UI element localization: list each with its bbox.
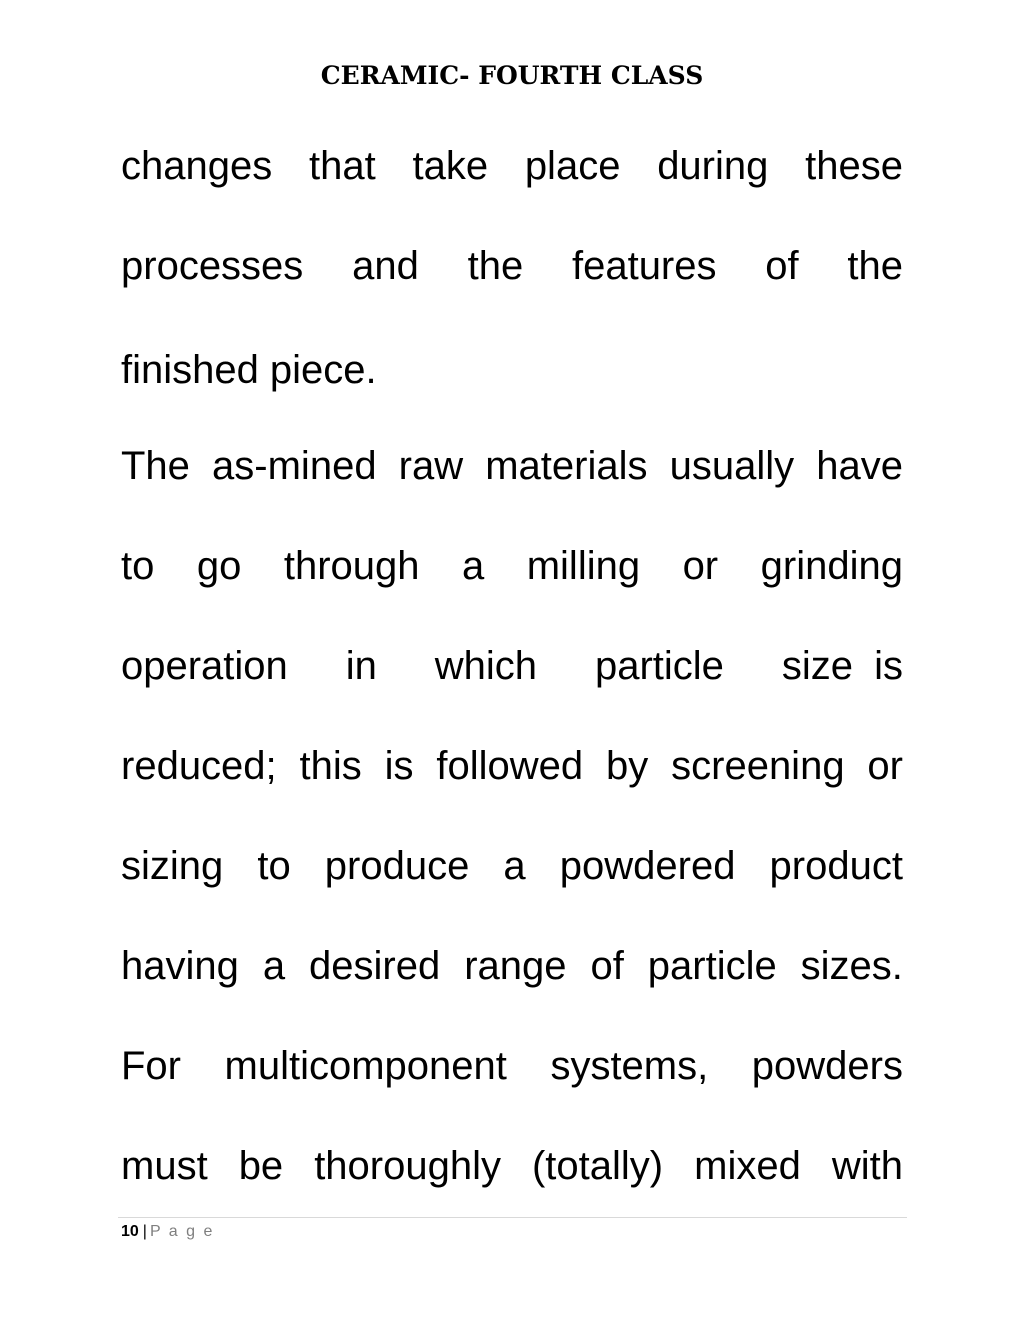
word: thoroughly	[314, 1144, 501, 1188]
word: finished	[121, 348, 259, 392]
word-pair	[782, 616, 903, 716]
text-line	[121, 816, 903, 916]
word: materials	[485, 444, 648, 488]
word: particle	[647, 944, 777, 988]
page-header	[0, 58, 1024, 94]
word: usually	[669, 444, 795, 488]
word: sizing	[121, 844, 224, 888]
text-line	[121, 416, 903, 516]
word: systems,	[550, 1044, 709, 1088]
word: multicomponent	[224, 1044, 507, 1088]
word: which	[434, 644, 538, 688]
word: this	[299, 744, 362, 788]
word: in	[345, 644, 377, 688]
word: place	[524, 144, 621, 188]
word: reduced;	[121, 744, 277, 788]
word: a	[262, 944, 286, 988]
text-line	[121, 716, 903, 816]
word: followed	[436, 744, 584, 788]
word: of	[765, 244, 799, 288]
word: (totally)	[531, 1144, 664, 1188]
word: The	[121, 444, 190, 488]
word: be	[238, 1144, 284, 1188]
word: take	[412, 144, 489, 188]
word: to	[121, 544, 155, 588]
word: or	[682, 544, 719, 588]
word: having	[121, 944, 239, 988]
word: operation	[121, 644, 288, 688]
word: produce	[324, 844, 470, 888]
text-line	[121, 616, 903, 716]
text-line	[121, 1016, 903, 1116]
word: go	[196, 544, 242, 588]
word: and	[352, 244, 419, 288]
word: powdered	[559, 844, 736, 888]
word: through	[283, 544, 420, 588]
text-line	[121, 316, 903, 402]
word: as-mined	[212, 444, 377, 488]
word: piece.	[269, 348, 377, 392]
word: a	[503, 844, 526, 888]
word: must	[121, 1144, 208, 1188]
footer-separator: |	[142, 1223, 147, 1240]
word: product	[769, 844, 903, 888]
text-line	[121, 516, 903, 616]
word: range	[464, 944, 567, 988]
word: mixed	[694, 1144, 801, 1188]
word: powders	[751, 1044, 903, 1088]
document-body	[121, 116, 903, 1216]
word: milling	[526, 544, 641, 588]
paragraph-2	[121, 416, 903, 1216]
text-line	[121, 216, 903, 316]
word: changes	[121, 144, 273, 188]
word: the	[467, 244, 524, 288]
word: For	[121, 1044, 181, 1088]
word: features	[571, 244, 717, 288]
word: processes	[121, 244, 304, 288]
text-line	[121, 916, 903, 1016]
word: desired	[309, 944, 441, 988]
word: a	[461, 544, 485, 588]
word: raw	[398, 444, 464, 488]
word: these	[805, 144, 903, 188]
text-line	[121, 1116, 903, 1216]
word: is	[874, 644, 903, 688]
page-label: P a g e	[149, 1223, 215, 1240]
word: or	[867, 744, 903, 788]
text-line	[121, 116, 903, 216]
word: that	[308, 144, 376, 188]
word: screening	[671, 744, 845, 788]
word: grinding	[760, 544, 903, 588]
paragraph-1	[121, 116, 903, 416]
word: size	[781, 644, 853, 688]
word: particle	[594, 644, 724, 688]
word: sizes.	[800, 944, 903, 988]
word: during	[657, 144, 769, 188]
page-footer	[121, 1221, 214, 1243]
word: of	[590, 944, 624, 988]
header-title: CERAMIC- FOURTH CLASS	[320, 61, 704, 90]
word: have	[816, 444, 903, 488]
footer-divider	[118, 1217, 907, 1218]
word: by	[606, 744, 649, 788]
word: with	[831, 1144, 903, 1188]
word: the	[847, 244, 903, 288]
page-number: 10	[121, 1223, 139, 1240]
word: to	[257, 844, 291, 888]
word: is	[384, 744, 414, 788]
